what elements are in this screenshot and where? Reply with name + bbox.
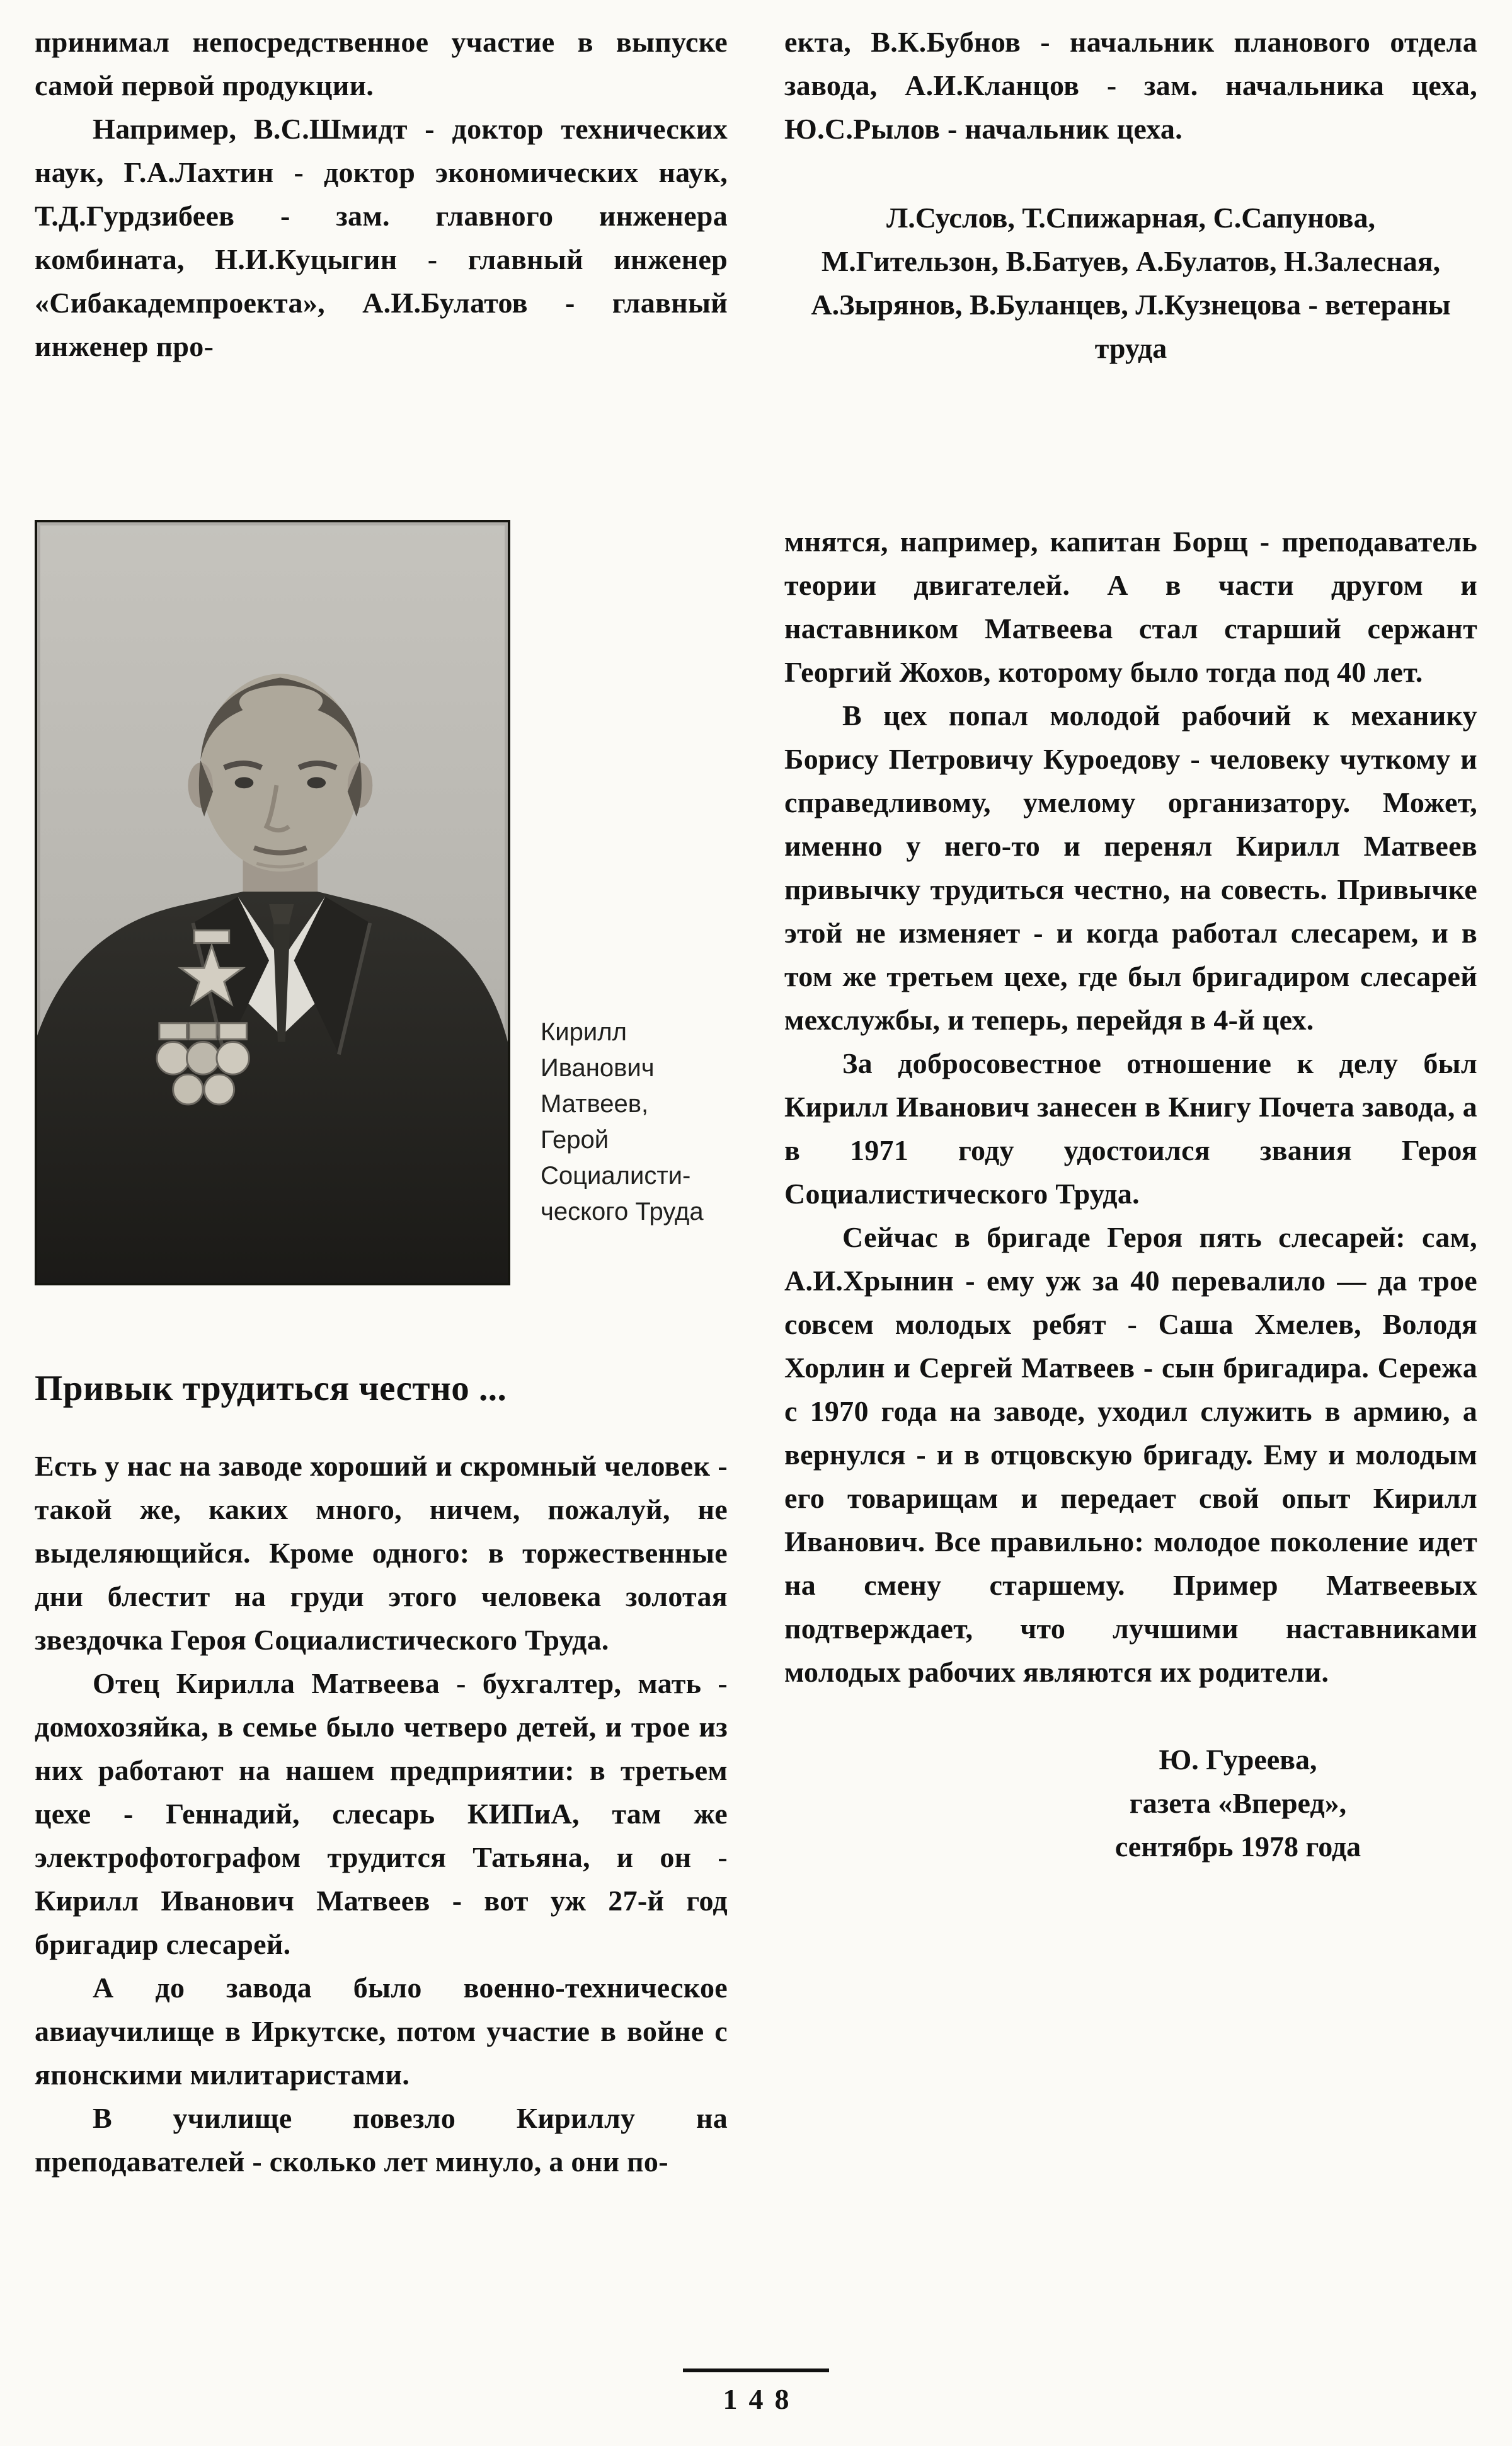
paragraph: мнятся, например, капитан Борщ - преподаватель теории двигателей. А в части другом и наставником Матвеева стал старший сержант Георгий Жохов, которому было тогда под 40 лет. bbox=[784, 525, 1477, 688]
photo-caption-line: Иванович bbox=[541, 1054, 655, 1082]
page-number: 148 bbox=[723, 2383, 801, 2415]
top-section bbox=[35, 20, 1477, 370]
article-section bbox=[35, 520, 1477, 2183]
photo-caption-line: Матвеев, bbox=[541, 1090, 649, 1118]
veterans-list: Л.Суслов, Т.Спижарная, С.Сапунова, М.Гительзон, В.Батуев, А.Булатов, Н.Залесная, А.Зырянов, В.Буланцев, Л.Кузнецова - ветераны труда bbox=[811, 202, 1451, 364]
top-left-column bbox=[35, 20, 728, 368]
top-right-column bbox=[784, 20, 1477, 370]
photo-caption-line: Социалисти- bbox=[541, 1162, 691, 1190]
footer-rule bbox=[683, 2368, 829, 2372]
paragraph: Есть у нас на заводе хороший и скромный человек - такой же, каких много, ничем, пожалуй, не выделяющийся. Кроме одного: в торжественные дни блестит на груди этого человека золотая звездочка Героя Социалистического Труда. bbox=[35, 1450, 728, 1656]
signature-source: газета «Вперед», bbox=[1129, 1787, 1347, 1819]
paragraph: В училище повезло Кириллу на преподавателей - сколько лет минуло, а они по- bbox=[35, 2102, 728, 2178]
portrait-photo-art bbox=[37, 522, 508, 1283]
signature-author: Ю. Гуреева, bbox=[1159, 1743, 1317, 1776]
photo-caption-line: ческого Труда bbox=[541, 1198, 704, 1226]
paragraph: В цех попал молодой рабочий к механику Борису Петровичу Куроедову - человеку чуткому и справедливому, умелому организатору. Может, именно у него-то и перенял Кирилл Матвеев привычку трудиться честно, на совесть. Привычке этой не изменяет - и когда работал слесарем, и в том же третьем цехе, где был бригадиром слесарей мехслужбы, и теперь, перейдя в 4-й цех. bbox=[784, 699, 1477, 1036]
paragraph: Например, В.С.Шмидт - доктор технических наук, Г.А.Лахтин - доктор экономических наук, Т.Д.Гурдзибеев - зам. главного инженера комбината, Н.И.Куцыгин - главный инженер «Сибакадемпроекта», А.И.Булатов - главный инженер про- bbox=[35, 113, 728, 362]
paragraph: А до завода было военно-техническое авиаучилище в Иркутске, потом участие в войне с японскими милитаристами. bbox=[35, 1972, 728, 2091]
paragraph: екта, В.К.Бубнов - начальник планового отдела завода, А.И.Кланцов - зам. начальника цеха, Ю.С.Рылов - начальник цеха. bbox=[784, 26, 1477, 145]
article-signature bbox=[1036, 1738, 1440, 1868]
paragraph: Сейчас в бригаде Героя пять слесарей: сам, А.И.Хрынин - ему уж за 40 перевалило — да трое совсем молодых ребят - Саша Хмелев, Володя Хорлин и Сергей Матвеев - сын бригадира. Сережа с 1970 года на заводе, уходил служить в армию, а вернулся - и в отцовскую бригаду. Ему и молодым его товарищам и передает свой опыт Кирилл Иванович. Все правильно: молодое поколение идет на смену старшему. Пример Матвеевых подтверждает, что лучшими наставниками молодых рабочих являются их родители. bbox=[784, 1221, 1477, 1688]
photo-caption-line: Герой bbox=[541, 1126, 609, 1154]
paragraph: принимал непосредственное участие в выпуске самой первой продукции. bbox=[35, 26, 728, 101]
photo-caption bbox=[541, 1014, 704, 1230]
portrait-photo bbox=[35, 520, 510, 1285]
page-footer bbox=[0, 2368, 1512, 2416]
paragraph: За добросовестное отношение к делу был Кирилл Иванович занесен в Книгу Почета завода, а в 1971 году удостоился звания Героя Социалистического Труда. bbox=[784, 1047, 1477, 1210]
article-left-column bbox=[35, 520, 728, 2183]
photo-block bbox=[35, 520, 728, 1285]
article-heading: Привык трудиться честно ... bbox=[35, 1369, 507, 1408]
signature-date: сентябрь 1978 года bbox=[1114, 1830, 1361, 1863]
photo-caption-line: Кирилл bbox=[541, 1018, 627, 1046]
article-right-column bbox=[784, 520, 1477, 1868]
paragraph: Отец Кирилла Матвеева - бухгалтер, мать - домохозяйка, в семье было четверо детей, и трое из них работают на нашем предприятии: в третьем цехе - Геннадий, слесарь КИПиА, там же электрофотографом трудится Татьяна, и он - Кирилл Иванович Матвеев - вот уж 27-й год бригадир слесарей. bbox=[35, 1667, 728, 1960]
